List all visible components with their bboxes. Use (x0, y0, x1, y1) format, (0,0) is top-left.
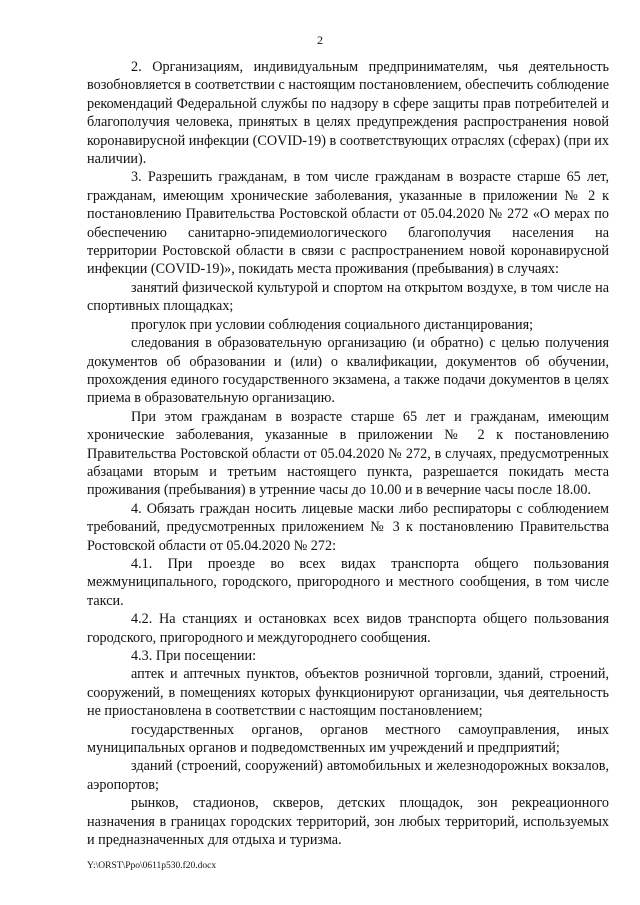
paragraph-elderly-hours: При этом гражданам в возрасте старше 65 лет и гражданам, имеющим хронические заболевания, указанные в приложении № 2 к постановлению Правительства Ростовской области от 05.04.2020 № 272, в случаях, предусмотренных абзацами вторым и третьим настоящего пункта, разрешается покидать места проживания (пребывания) в утренние часы до 10.00 и в вечерние часы после 18.00. (87, 408, 609, 499)
page-number: 2 (317, 33, 323, 47)
document-body (87, 58, 609, 849)
paragraph-government: государственных органов, органов местного самоуправления, иных муниципальных органов и подведомственных им учреждений и предприятий; (87, 721, 609, 757)
paragraph-item-4-1: 4.1. При проезде во всех видах транспорта общего пользования межмуниципального, городского, пригородного и местного сообщения, в том числе такси. (87, 555, 609, 609)
paragraph-markets: рынков, стадионов, скверов, детских площадок, зон рекреационного назначения в границах городских территорий, зон любых территорий, используемых и предназначенных для отдыха и туризма. (87, 795, 609, 849)
paragraph-item-4-2: 4.2. На станциях и остановках всех видов транспорта общего пользования городского, пригородного и междугороднего сообщения. (87, 611, 609, 646)
paragraph-item-4-3: 4.3. При посещении: (131, 648, 257, 664)
paragraph-item-4: 4. Обязать граждан носить лицевые маски либо респираторы с соблюдением требований, предусмотренных приложением № 3 к постановлению Правительства Ростовской области от 05.04.2020 № 272: (87, 500, 609, 554)
paragraph-item-2: 2. Организациям, индивидуальным предпринимателям, чья деятельность возобновляется в соответствии с настоящим постановлением, обеспечить соблюдение рекомендаций Федеральной службы по надзору в сфере защиты прав потребителей и благополучия человека, принятых в целях предупреждения распространения новой коронавирусной инфекции (COVID-19) в соответствующих отраслях (сферах) (при их наличии). (87, 59, 609, 168)
paragraph-stations: зданий (строений, сооружений) автомобильных и железнодорожных вокзалов, аэропортов; (87, 758, 609, 793)
paragraph-education: следования в образовательную организацию (и обратно) с целью получения документов об образовании и (или) о квалификации, документов об обучении, прохождения единого государственного экзамена, а также подачи документов в целях приема в образовательную организацию. (87, 335, 609, 407)
paragraph-item-3: 3. Разрешить гражданам, в том числе гражданам в возрасте старше 65 лет, гражданам, имеющим хронические заболевания, указанные в приложении № 2 к постановлению Правительства Ростовской области от 05.04.2020 № 272 «О мерах по обеспечению санитарно-эпидемиологического благополучия населения на территории Ростовской области в связи с распространением новой коронавирусной инфекции (COVID-19)», покидать места проживания (пребывания) в случаях: (87, 169, 609, 278)
paragraph-walks: прогулок при условии соблюдения социального дистанцирования; (131, 316, 534, 333)
paragraph-sport: занятий физической культурой и спортом на открытом воздухе, в том числе на спортивных площадках; (87, 279, 609, 315)
file-path-footer: Y:\ORST\Ppo\0611p530.f20.docx (87, 861, 217, 871)
paragraph-pharmacies: аптек и аптечных пунктов, объектов розничной торговли, зданий, строений, сооружений, в помещениях которых функционируют организации, чья деятельность не приостановлена в соответствии с настоящим постановлением; (87, 666, 609, 720)
